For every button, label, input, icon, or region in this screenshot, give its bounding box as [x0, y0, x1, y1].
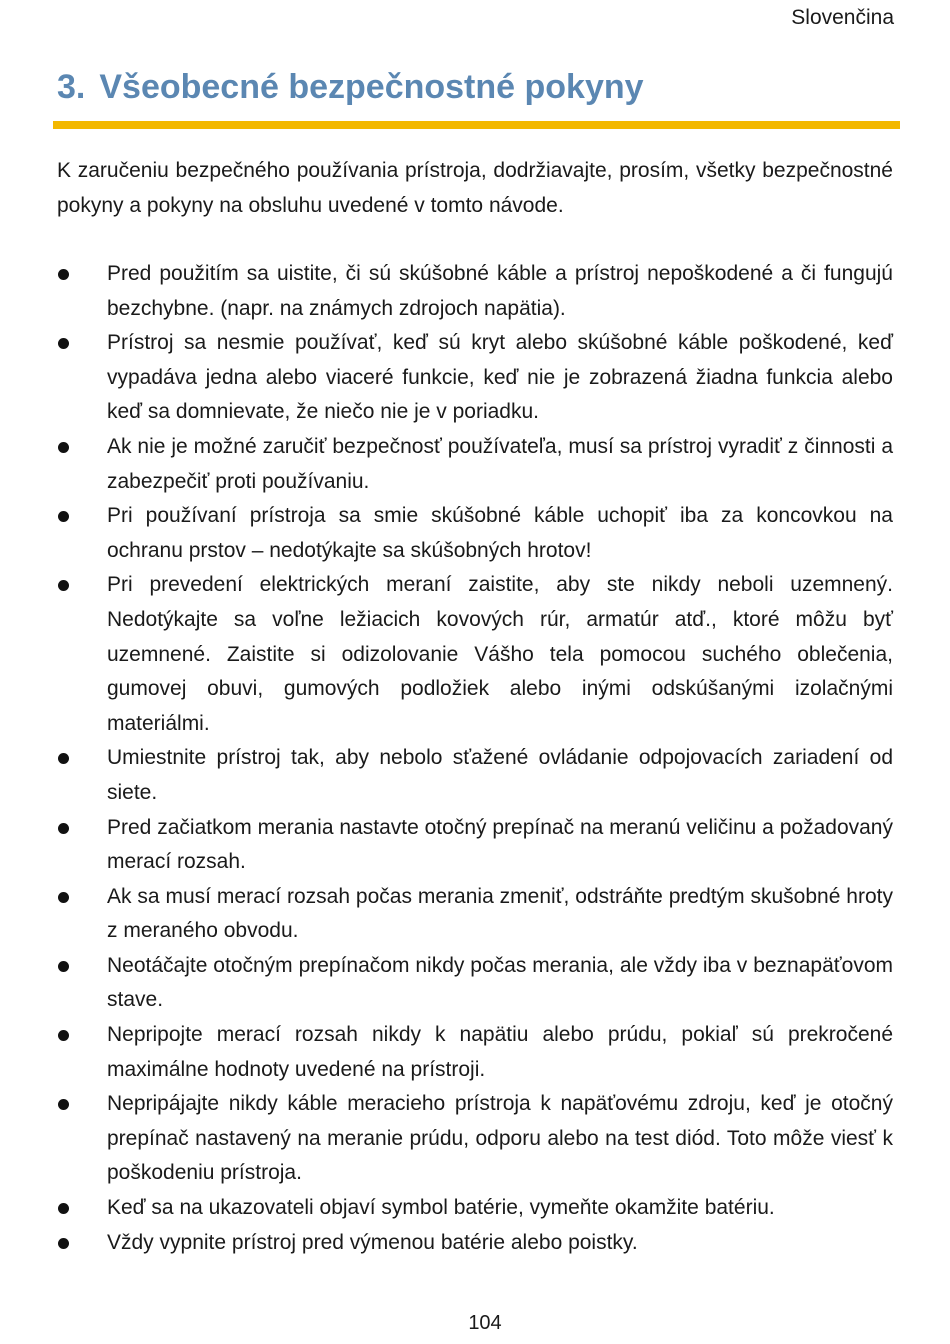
list-item-text: Keď sa na ukazovateli objaví symbol batérie, vymeňte okamžite batériu.	[107, 1196, 775, 1220]
list-item	[57, 741, 893, 810]
list-item	[57, 949, 893, 1018]
language-label: Slovenčina	[791, 6, 894, 29]
list-item-text: Pri prevedení elektrických meraní zaistite, aby ste nikdy neboli uzemnený. Nedotýkajte sa voľne ležiacich kovových rúr, armatúr atď., ktoré môžu byť uzemnené. Zaistite si odizolovanie Vášho tela pomocou suchého oblečenia, gumovej obuvi, gumových podložiek alebo inými odskúšanými izolačnými materiálmi.	[107, 573, 893, 735]
list-item	[57, 499, 893, 568]
list-item-text: Vždy vypnite prístroj pred výmenou batérie alebo poistky.	[107, 1230, 638, 1254]
list-item	[57, 568, 893, 741]
bullet-icon	[58, 511, 69, 522]
list-item-text: Prístroj sa nesmie používať, keď sú kryt alebo skúšobné káble poškodené, keď vypadáva jedna alebo viaceré funkcie, keď nie je zobrazená žiadna funkcia alebo keď sa domnievate, že niečo nie je v poriadku.	[107, 331, 893, 424]
list-item	[57, 326, 893, 430]
bullet-icon	[58, 1030, 69, 1041]
bullet-icon	[58, 338, 69, 349]
list-item-text: Ak sa musí merací rozsah počas merania zmeniť, odstráňte predtým skušobné hroty z meraného obvodu.	[107, 884, 893, 943]
list-item	[57, 1087, 893, 1191]
bullet-icon	[58, 580, 69, 591]
bullet-icon	[58, 753, 69, 764]
list-item-text: Neotáčajte otočným prepínačom nikdy počas merania, ale vždy iba v beznapäťovom stave.	[107, 953, 893, 1012]
list-item-text: Ak nie je možné zaručiť bezpečnosť používateľa, musí sa prístroj vyradiť z činnosti a zabezpečiť proti používaniu.	[107, 434, 893, 493]
bullet-icon	[58, 961, 69, 972]
bullet-icon	[58, 269, 69, 280]
intro-paragraph: K zaručeniu bezpečného používania prístroja, dodržiavajte, prosím, všetky bezpečnostné pokyny a pokyny na obsluhu uvedené v tomto návode.	[57, 159, 893, 217]
bullet-icon	[58, 1203, 69, 1214]
bullet-icon	[58, 1238, 69, 1249]
list-item-text: Nepripojte merací rozsah nikdy k napätiu alebo prúdu, pokiaľ sú prekročené maximálne hodnoty uvedené na prístroji.	[107, 1023, 893, 1081]
bullet-icon	[58, 823, 69, 834]
list-item	[57, 811, 893, 880]
safety-instructions-list	[57, 257, 893, 1260]
bullet-icon	[58, 1099, 69, 1110]
page-number: 104	[468, 1312, 502, 1334]
list-item-text: Pred začiatkom merania nastavte otočný prepínač na meranú veličinu a požadovaný merací rozsah.	[107, 815, 893, 874]
list-item	[57, 880, 893, 949]
title-underline	[53, 121, 900, 129]
section-title-text: Všeobecné bezpečnostné pokyny	[99, 68, 644, 106]
section-title	[57, 68, 644, 107]
list-item-text: Nepripájajte nikdy káble meracieho prístroja k napäťovému zdroju, keď je otočný prepínač nastavený na meranie prúdu, odporu alebo na test diód. Toto môže viesť k poškodeniu prístroja.	[107, 1092, 893, 1185]
bullet-icon	[58, 892, 69, 903]
list-item-text: Pri používaní prístroja sa smie skúšobné káble uchopiť iba za koncovkou na ochranu prstov – nedotýkajte sa skúšobných hrotov!	[107, 504, 893, 562]
list-item	[57, 1191, 893, 1226]
list-item	[57, 430, 893, 499]
list-item-text: Umiestnite prístroj tak, aby nebolo sťažené ovládanie odpojovacích zariadení od siete.	[107, 746, 893, 804]
list-item	[57, 257, 893, 326]
list-item	[57, 1226, 893, 1261]
bullet-icon	[58, 442, 69, 453]
section-number: 3.	[57, 68, 86, 106]
list-item-text: Pred použitím sa uistite, či sú skúšobné káble a prístroj nepoškodené a či fungujú bezchybne. (napr. na známych zdrojoch napätia).	[107, 262, 893, 320]
list-item	[57, 1018, 893, 1087]
